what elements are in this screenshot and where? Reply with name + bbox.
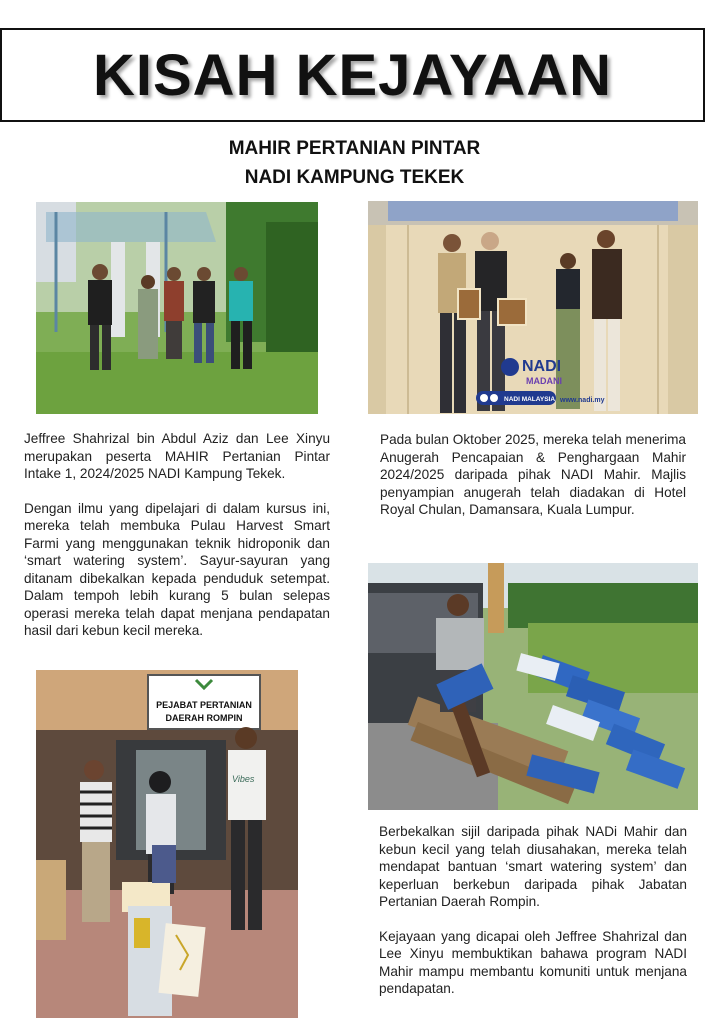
unloading-supplies-photo — [368, 563, 698, 810]
shirt-text: Vibes — [232, 774, 255, 784]
left-paragraph-1: Jeffree Shahrizal bin Abdul Aziz dan Lee Xinyu merupakan peserta MAHIR Pertanian Pintar Intake 1, 2024/2025 NADI Kampung Tekek. — [24, 431, 330, 481]
social-handle: NADI MALAYSIA — [504, 396, 556, 403]
award-ceremony-photo — [368, 201, 698, 414]
right-paragraph-3: Kejayaan yang dicapai oleh Jeffree Shahrizal dan Lee Xinyu membuktikan bahawa program NADI Mahir mampu membantu komuniti untuk menjana pendapatan. — [379, 928, 687, 996]
right-column-text-bottom — [379, 823, 687, 1015]
agriculture-office-photo — [36, 670, 298, 1018]
right-paragraph-2: Berbekalkan sijil daripada pihak NADi Mahir dan kebun kecil yang telah diusahakan, mereka telah mendapat bantuan ‘smart watering system’ dan keperluan berkebun daripada pihak Jabatan Pertanian Daerah Rompin. — [379, 824, 687, 909]
garden-group-photo — [36, 202, 318, 414]
nadi-logo-subtext: MADANI — [526, 376, 562, 386]
nadi-logo-text: NADI — [522, 358, 562, 375]
right-paragraph-1: Pada bulan Oktober 2025, mereka telah menerima Anugerah Pencapaian & Penghargaan Mahir 2024/2025 daripada pihak NADI Mahir. Majlis penyampian anugerah telah diadakan di Hotel Royal Chulan, Damansara, Kuala Lumpur. — [380, 432, 686, 517]
office-sign-line1: PEJABAT PERTANIAN — [156, 700, 252, 710]
subtitle-program: MAHIR PERTANIAN PINTAR — [228, 138, 481, 159]
title-box — [0, 28, 705, 122]
left-paragraph-2: Dengan ilmu yang dipelajari di dalam kursus ini, mereka telah membuka Pulau Harvest Smart Farmi yang menggunakan teknik hidroponik dan ‘smart watering system’. Sayur-sayuran yang ditanam dibekalkan kepada penduduk setempat. Dalam tempoh lebih kurang 5 bulan selepas operasi mereka telah dapat menjana pendapatan hasil dari kebun kecil mereka. — [24, 500, 330, 638]
left-column-text — [24, 430, 330, 657]
website-text: www.nadi.my — [560, 397, 605, 404]
office-sign-line2: DAERAH ROMPIN — [165, 713, 243, 723]
page-title: KISAH KEJAYAAN — [93, 42, 612, 108]
subtitle-location: NADI KAMPUNG TEKEK — [244, 167, 465, 188]
right-column-text-top — [380, 431, 686, 536]
